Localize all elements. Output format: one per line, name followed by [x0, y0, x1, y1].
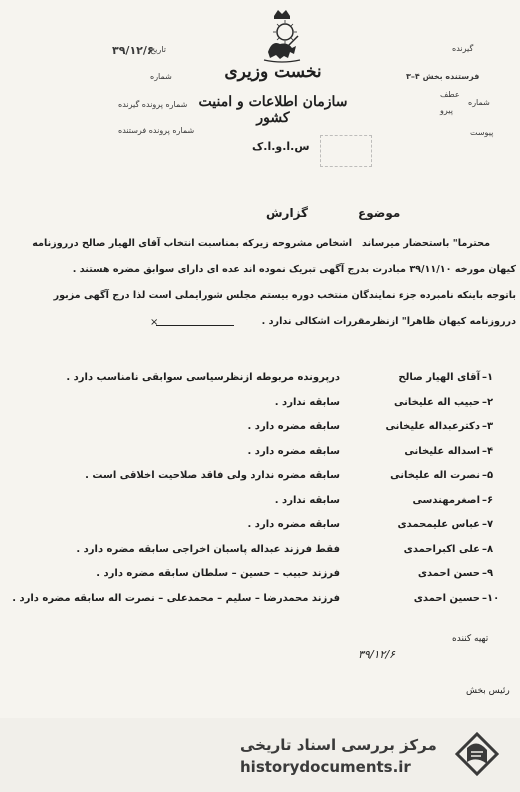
- preparer-label: تهیه کننده: [452, 634, 489, 644]
- recipient-file-label: شماره پرونده گیرنده: [118, 100, 188, 109]
- row-record-note: درپرونده مربوطه ازنظرسیاسی سوابقی نامناسب دارد .: [66, 372, 340, 383]
- stamp-mark: [320, 135, 372, 167]
- reference-number: س.ا.و.ا.ک: [252, 140, 310, 153]
- sender-file-label: شماره پرونده فرستنده: [118, 126, 195, 135]
- row-number: ۹–: [482, 568, 494, 579]
- follow-number-label: شماره: [468, 98, 490, 107]
- watermark-footer: [0, 718, 520, 792]
- watermark-org-name: مرکز بررسی اسناد تاریخی: [240, 736, 437, 754]
- row-number: ۳–: [482, 421, 494, 432]
- row-person-name: اصغرمهندسی: [412, 494, 480, 506]
- row-record-note: سابقه مضره دارد .: [247, 445, 340, 457]
- lion-sun-emblem-icon: [258, 6, 306, 64]
- row-person-name: دکترعبداله علیخانی: [385, 421, 480, 432]
- subject-value: گزارش: [266, 206, 309, 220]
- row-person-name: حبیب اله علیخانی: [394, 396, 480, 408]
- row-record-note: سابقه مضره دارد .: [247, 519, 340, 530]
- body-line-3: باتوجه باینکه نامبرده جزء نمایندگان منتخب دوره بیستم مجلس شورایملی است لذا درج آگهی مزبور: [53, 290, 516, 301]
- row-number: ۴–: [482, 445, 494, 457]
- body-line-4: درروزنامه کیهان ظاهرا" ازنظرمقررات اشکالی ندارد .: [261, 316, 516, 327]
- preparer-date: ۳۹/۱۲/۶: [358, 648, 395, 661]
- row-number: ۱–: [482, 372, 494, 383]
- row-record-note: سابقه ندارد .: [274, 494, 340, 506]
- watermark-url: historydocuments.ir: [240, 758, 411, 776]
- row-person-name: علی اکبراحمدی: [403, 543, 480, 555]
- row-record-note: فرزند حبیب – حسین – سلطان سابقه مضره دارد .: [96, 568, 340, 579]
- row-number: ۵–: [482, 470, 494, 481]
- archive-logo-icon: [451, 728, 503, 780]
- row-record-note: سابقه مضره دارد .: [247, 421, 340, 432]
- subject-label: موضوع: [358, 206, 401, 220]
- row-number: ۱۰–: [482, 592, 500, 604]
- recipient-label: گیرنده: [452, 44, 474, 53]
- row-person-name: نصرت اله علیخانی: [390, 470, 480, 481]
- row-person-name: حسن احمدی: [417, 568, 480, 579]
- row-person-name: اسداله علیخانی: [404, 445, 480, 457]
- date-label: تاریخ: [150, 45, 166, 54]
- row-record-note: فرزند محمدرضا – سلیم – محمدعلی – نصرت اله سابقه مضره دارد .: [12, 592, 340, 604]
- body-line-1b: اشخاص مشروحه زیرکه بمناسبت انتخاب آقای الهیار صالح درروزنامه: [32, 238, 352, 249]
- chief-label: رئیس بخش: [466, 686, 510, 696]
- row-number: ۶–: [482, 494, 494, 506]
- number-label: شماره: [150, 72, 172, 81]
- org-title-savak: سازمان اطلاعات و امنیت کشور: [198, 94, 348, 126]
- body-line-2: کیهان مورخه ۳۹/۱۱/۱۰ مبادرت بدرج آگهی تبریک نموده اند عده ای دارای سوابق مضره هستند .: [72, 264, 516, 275]
- row-number: ۷–: [482, 519, 494, 530]
- follow-label-2: پیرو: [440, 106, 453, 115]
- closing-rule: [156, 325, 234, 326]
- closing-mark: ×: [150, 317, 159, 328]
- row-record-note: فقط فرزند عبداله پاسبان اخراجی سابقه مضره دارد .: [76, 543, 340, 555]
- body-line-1a: محترما" باستحضار میرساند: [362, 238, 491, 249]
- row-record-note: سابقه ندارد .: [274, 396, 340, 408]
- row-number: ۲–: [482, 396, 494, 408]
- org-title-primeministry: نخست وزیری: [224, 62, 322, 82]
- sender-label: فرستنده بخش ۴–۳: [406, 72, 480, 81]
- enclosure-label: پیوست: [470, 128, 494, 137]
- row-number: ۸–: [482, 543, 494, 555]
- follow-label: عطف: [440, 90, 460, 99]
- row-record-note: سابقه مضره ندارد ولی فاقد صلاحیت اخلاقی است .: [85, 470, 340, 481]
- row-person-name: عباس علیمحمدی: [397, 519, 480, 530]
- date-value: ۳۹/۱۲/۶: [112, 44, 154, 57]
- row-person-name: آقای الهیار صالح: [398, 372, 480, 383]
- row-person-name: حسین احمدی: [413, 592, 480, 604]
